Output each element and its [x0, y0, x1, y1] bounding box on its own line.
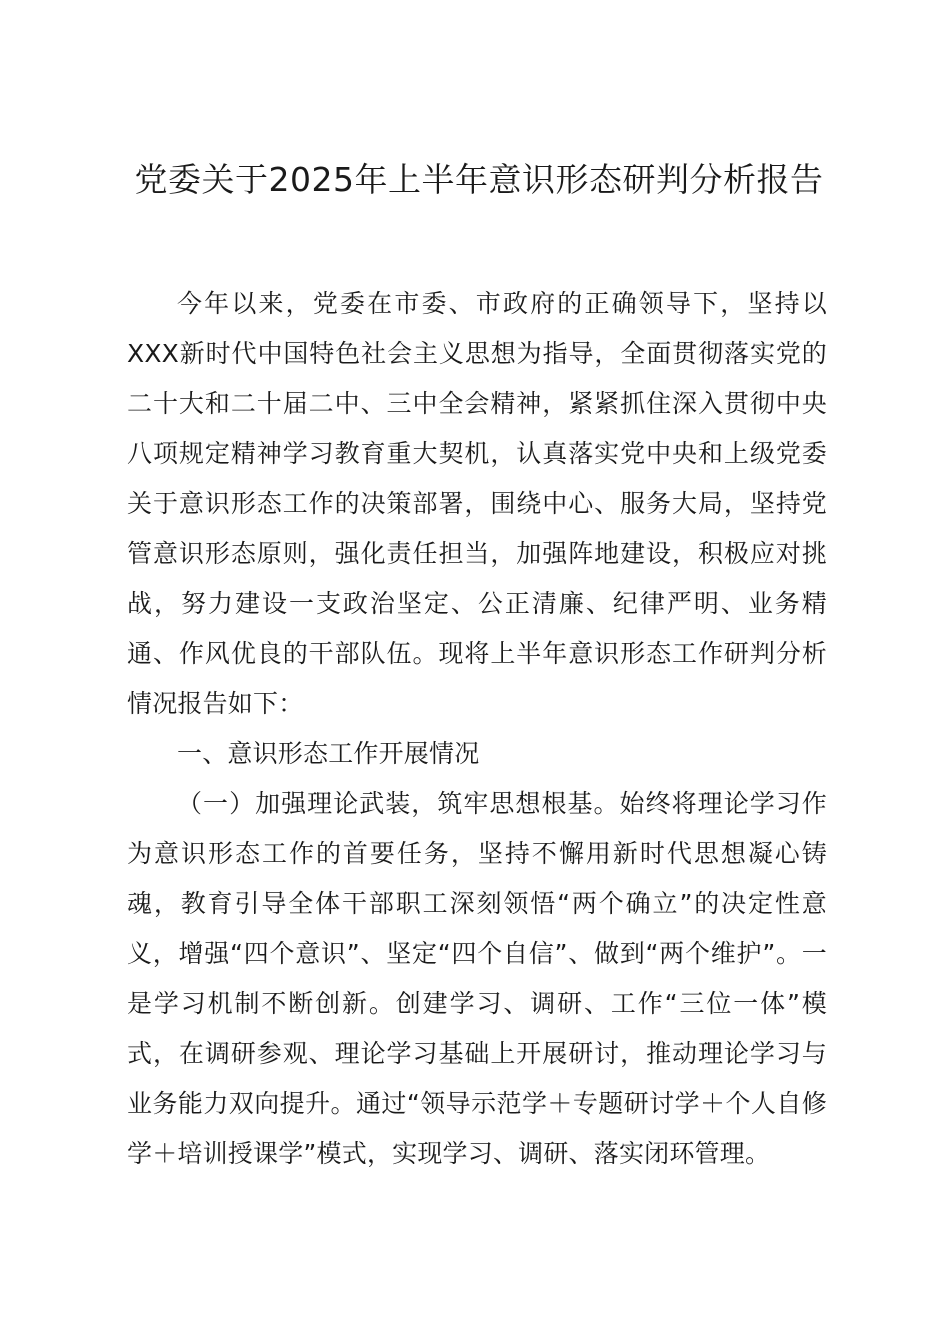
section-heading: 一、意识形态工作开展情况: [177, 739, 480, 768]
section-paragraph: （一）加强理论武装，筑牢思想根基。始终将理论学习作为意识形态工作的首要任务，坚持不懈用新时代思想凝心铸魂，教育引导全体干部职工深刻领悟“两个确立”的决定性意义，增强“四个意识”、坚定“四个自信”、做到“两个维护”。一是学习机制不断创新。创建学习、调研、工作“三位一体”模式，在调研参观、理论学习基础上开展研讨，推动理论学习与业务能力双向提升。通过“领导示范学＋专题研讨学＋个人自修学＋培训授课学”模式，实现学习、调研、落实闭环管理。: [127, 789, 827, 1168]
document-title: 党委关于2025年上半年意识形态研判分析报告: [134, 160, 824, 199]
intro-paragraph: 今年以来，党委在市委、市政府的正确领导下，坚持以XXX新时代中国特色社会主义思想为指导，全面贯彻落实党的二十大和二十届二中、三中全会精神，紧紧抓住深入贯彻中央八项规定精神学习教育重大契机，认真落实党中央和上级党委关于意识形态工作的决策部署，围绕中心、服务大局，坚持党管意识形态原则，强化责任担当，加强阵地建设，积极应对挑战，努力建设一支政治坚定、公正清廉、纪律严明、业务精通、作风优良的干部队伍。现将上半年意识形态工作研判分析情况报告如下：: [127, 289, 827, 718]
